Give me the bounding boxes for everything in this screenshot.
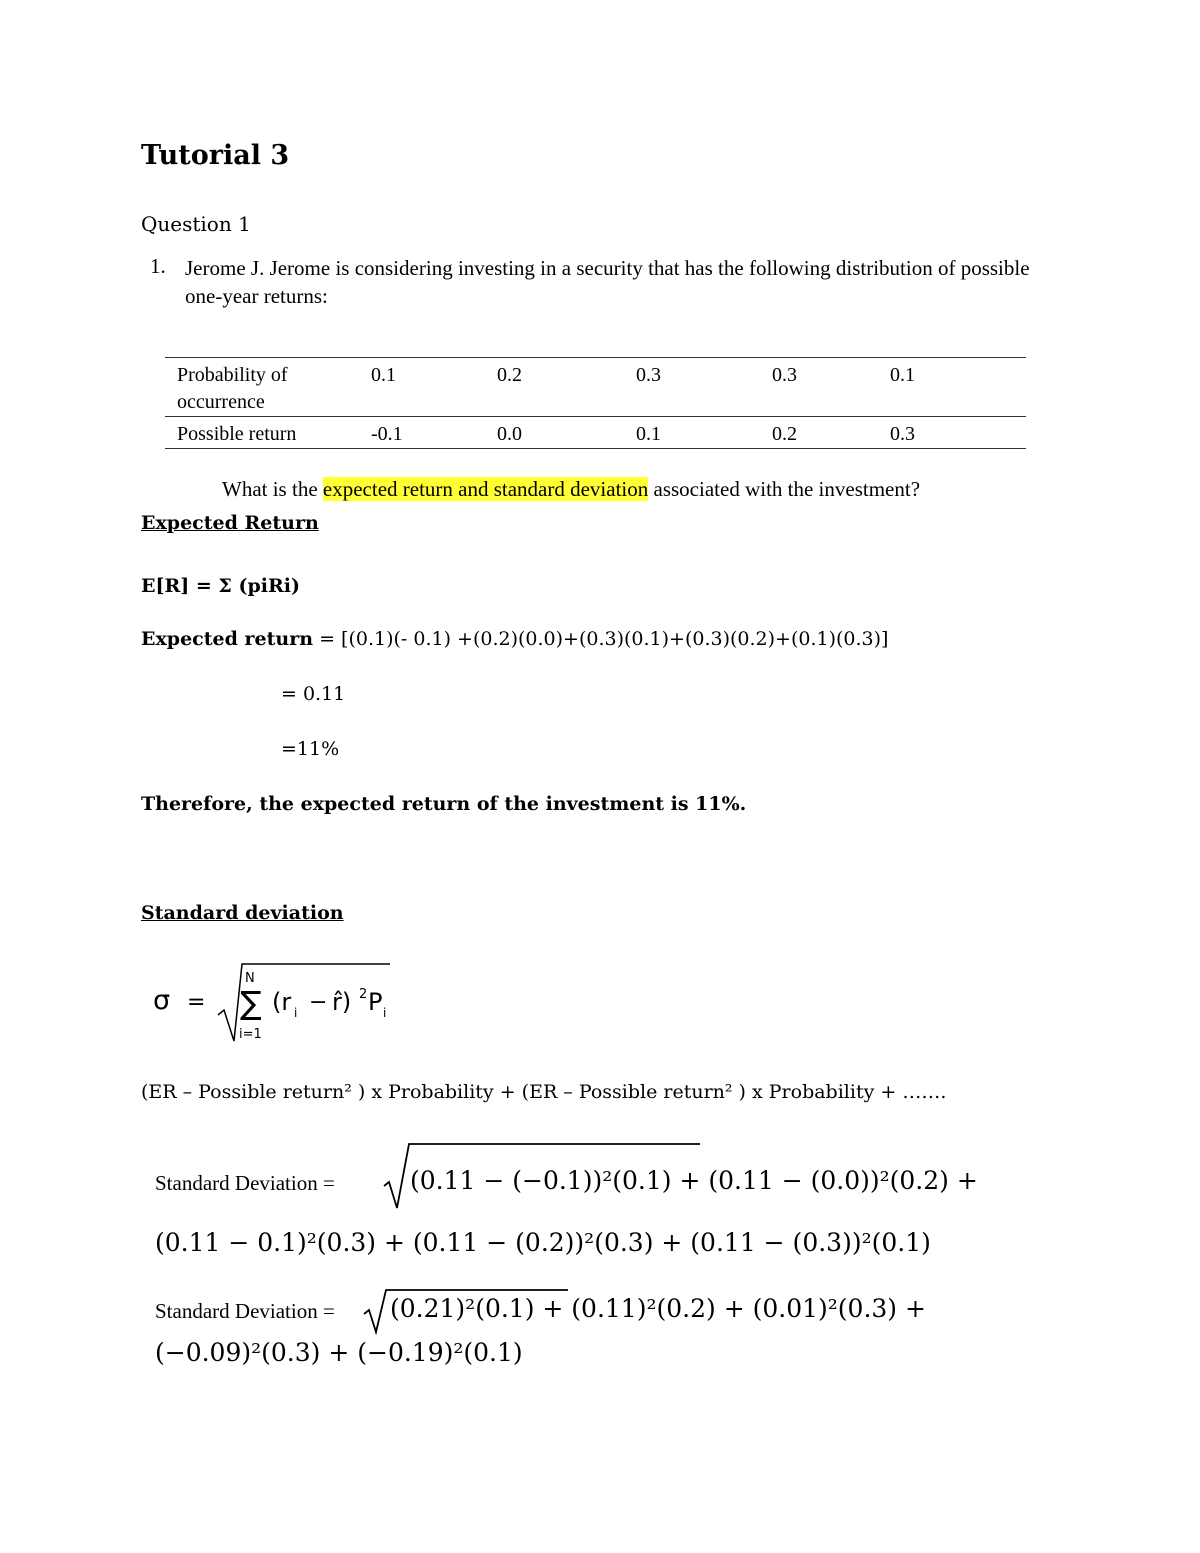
prompt-before: What is the bbox=[222, 477, 323, 501]
subscript-i: i bbox=[294, 1006, 298, 1020]
table-cell: 0.1 bbox=[359, 358, 485, 417]
step1-label: Standard Deviation = bbox=[155, 1171, 335, 1195]
row-label: Possible return bbox=[165, 417, 359, 449]
result-decimal: = 0.11 bbox=[281, 683, 346, 705]
term-r: (r bbox=[272, 988, 292, 1016]
table-row bbox=[165, 358, 1026, 417]
table-cell: 0.3 bbox=[624, 358, 760, 417]
sum-lower-bound: i=1 bbox=[239, 1027, 262, 1042]
table-cell: 0.1 bbox=[878, 358, 1026, 417]
page-title: Tutorial 3 bbox=[141, 140, 290, 171]
standard-deviation-heading: Standard deviation bbox=[141, 902, 344, 924]
sum-symbol: ∑ bbox=[240, 984, 262, 1022]
table-cell: 0.0 bbox=[485, 417, 624, 449]
expected-return-conclusion: Therefore, the expected return of the investment is 11%. bbox=[141, 793, 747, 815]
row-label: Probability of occurrence bbox=[165, 358, 359, 417]
question-number: 1. bbox=[150, 254, 166, 278]
subscript-i-p: i bbox=[383, 1006, 387, 1020]
calc-label: Expected return bbox=[141, 628, 314, 650]
expected-return-calculation bbox=[141, 628, 888, 650]
equals-symbol: = bbox=[187, 990, 206, 1015]
highlighted-text: expected return and standard deviation bbox=[322, 477, 649, 501]
distribution-table bbox=[165, 357, 1026, 449]
table-cell: 0.3 bbox=[760, 358, 878, 417]
question-heading: Question 1 bbox=[141, 212, 251, 236]
superscript-2: 2 bbox=[359, 987, 368, 1002]
standard-deviation-formula bbox=[150, 958, 410, 1048]
expected-return-formula: E[R] = Σ (piRi) bbox=[141, 575, 300, 597]
question-text: Jerome J. Jerome is considering investing in a security that has the following distribution of possible one-year returns: bbox=[185, 256, 1030, 308]
question-prompt bbox=[222, 477, 920, 502]
table-cell: 0.1 bbox=[624, 417, 760, 449]
table-row bbox=[165, 417, 1026, 449]
table-cell: 0.2 bbox=[760, 417, 878, 449]
step1-line2: (0.11 − 0.1)²(0.3) + (0.11 − (0.2))²(0.3) + (0.11 − (0.3))²(0.1) bbox=[155, 1228, 931, 1257]
step2-line2: (−0.09)²(0.3) + (−0.19)²(0.1) bbox=[155, 1338, 523, 1367]
sigma-symbol: σ bbox=[153, 985, 171, 1016]
formula-graphic bbox=[150, 958, 410, 1048]
table-cell: 0.2 bbox=[485, 358, 624, 417]
sum-upper-bound: N bbox=[245, 971, 255, 986]
step2-line1: (0.21)²(0.1) + (0.11)²(0.2) + (0.01)²(0.3) + bbox=[390, 1294, 926, 1323]
sd-explanation: (ER – Possible return² ) x Probability + (ER – Possible return² ) x Probability + ……. bbox=[141, 1081, 947, 1103]
term-p: P bbox=[368, 988, 383, 1016]
table-cell: 0.3 bbox=[878, 417, 1026, 449]
calc-expression: = [(0.1)(- 0.1) +(0.2)(0.0)+(0.3)(0.1)+(0.3)(0.2)+(0.1)(0.3)] bbox=[313, 628, 889, 650]
table-cell: -0.1 bbox=[359, 417, 485, 449]
result-percent: =11% bbox=[281, 738, 340, 760]
minus-symbol: − bbox=[309, 990, 328, 1015]
expected-return-heading: Expected Return bbox=[141, 512, 319, 534]
term-rhat: r̂) bbox=[332, 988, 352, 1016]
prompt-after: associated with the investment? bbox=[648, 477, 921, 501]
step2-label: Standard Deviation = bbox=[155, 1299, 335, 1323]
step1-line1: (0.11 − (−0.1))²(0.1) + (0.11 − (0.0))²(0.2) + bbox=[410, 1166, 978, 1195]
